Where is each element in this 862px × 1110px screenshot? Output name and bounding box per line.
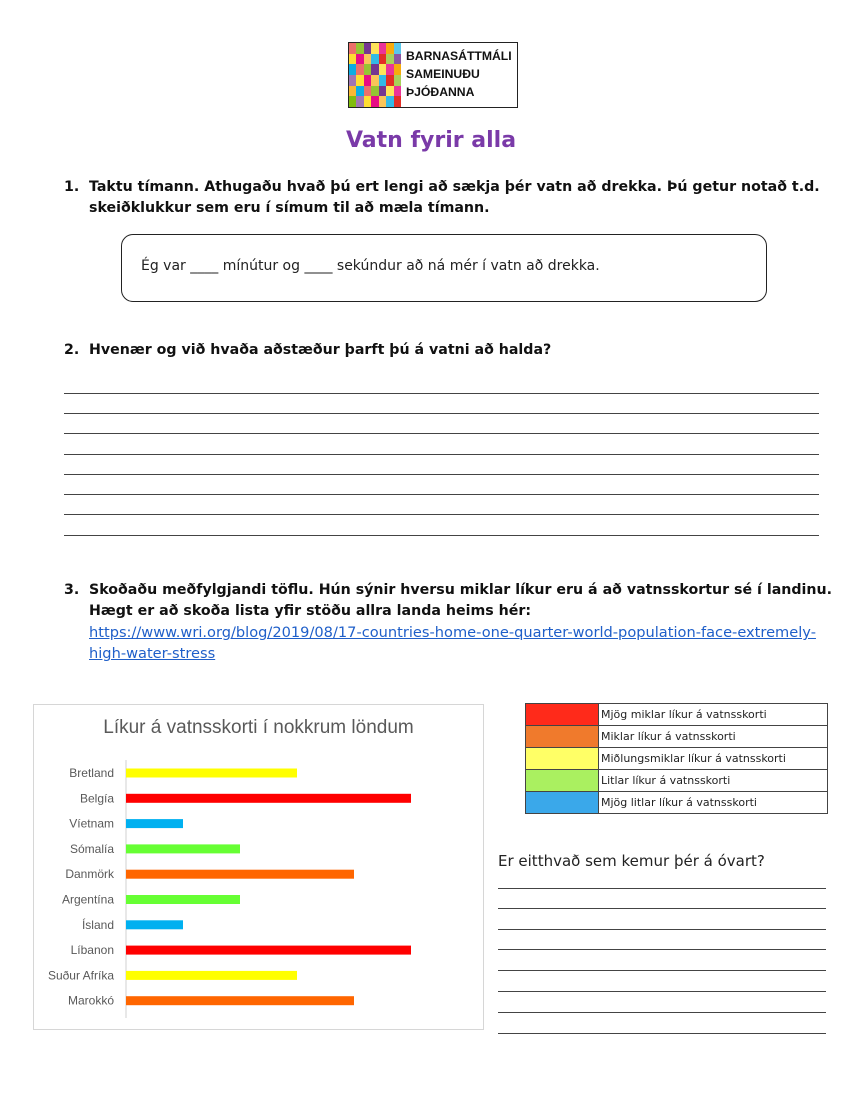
bar-argentína xyxy=(126,895,240,904)
writing-line[interactable] xyxy=(498,949,826,950)
logo-line-3: ÞJÓÐANNA xyxy=(406,85,475,99)
writing-line[interactable] xyxy=(498,1012,826,1013)
category-label: Argentína xyxy=(61,892,114,907)
writing-line[interactable] xyxy=(498,888,826,889)
logo-line-1: BARNASÁTTMÁLI xyxy=(406,49,512,63)
bar-ísland xyxy=(126,920,183,929)
question-1-text: Taktu tímann. Athugaðu hvað þú ert lengi að sækja þér vatn að drekka. Þú getur notað t.d. skeiðklukkur sem eru í símum til að mæla tímann. xyxy=(89,179,820,216)
legend-row xyxy=(526,704,828,726)
category-label: Belgía xyxy=(79,791,114,806)
question-1-number: 1. xyxy=(64,179,80,195)
bar-danmörk xyxy=(126,870,354,879)
category-label: Sómalía xyxy=(69,841,114,856)
category-label: Marokkó xyxy=(67,993,114,1008)
legend-swatch xyxy=(526,792,599,814)
legend-swatch xyxy=(526,770,599,792)
writing-line[interactable] xyxy=(498,1033,826,1034)
legend-label: Miðlungsmiklar líkur á vatnsskorti xyxy=(599,748,828,770)
question-3-text: Skoðaðu meðfylgjandi töflu. Hún sýnir hversu miklar líkur eru á að vatnsskortur sé í landinu. Hægt er að skoða lista yfir stöðu allra landa heims hér: xyxy=(89,582,832,619)
legend-table xyxy=(525,703,828,814)
bar-belgía xyxy=(126,794,411,803)
category-label: Víetnam xyxy=(69,816,114,831)
question-2-number: 2. xyxy=(64,342,80,358)
category-label: Danmörk xyxy=(65,867,114,882)
surprise-question: Er eitthvað sem kemur þér á óvart? xyxy=(498,852,765,870)
writing-line[interactable] xyxy=(498,991,826,992)
bar-sómalía xyxy=(126,844,240,853)
writing-line[interactable] xyxy=(498,929,826,930)
page-title: Vatn fyrir alla xyxy=(345,128,517,153)
category-label: Líbanon xyxy=(70,943,114,958)
category-label: Bretland xyxy=(69,766,114,780)
bar-víetnam xyxy=(126,819,183,828)
bar-suður-afríka xyxy=(126,971,297,980)
chart-title: Líkur á vatnsskorti í nokkrum löndum xyxy=(103,717,414,738)
legend-row xyxy=(526,726,828,748)
legend-row xyxy=(526,748,828,770)
legend-label: Mjög litlar líkur á vatnsskorti xyxy=(599,792,828,814)
legend-swatch xyxy=(526,704,599,726)
writing-line[interactable] xyxy=(498,970,826,971)
category-label: Ísland xyxy=(81,917,114,932)
legend-label: Miklar líkur á vatnsskorti xyxy=(599,726,828,748)
writing-line[interactable] xyxy=(498,908,826,909)
category-label: Suður Afríka xyxy=(47,968,114,983)
legend-row xyxy=(526,770,828,792)
bar-líbanon xyxy=(126,946,411,955)
legend-label: Litlar líkur á vatnsskorti xyxy=(599,770,828,792)
logo-line-2: SAMEINUÐU xyxy=(406,67,480,81)
bar-bretland xyxy=(126,769,297,778)
answer-sentence[interactable]: Ég var ____ mínútur og ____ sekúndur að ná mér í vatn að drekka. xyxy=(141,258,600,274)
legend-row xyxy=(526,792,828,814)
question-2-text: Hvenær og við hvaða aðstæður þarft þú á vatni að halda? xyxy=(89,342,552,358)
legend-label: Mjög miklar líkur á vatnsskorti xyxy=(599,704,828,726)
legend-swatch xyxy=(526,726,599,748)
bar-marokkó xyxy=(126,996,354,1005)
water-stress-link[interactable]: https://www.wri.org/blog/2019/08/17-countries-home-one-quarter-world-population-face-extremely-high-water-stress xyxy=(89,624,816,662)
question-3-number: 3. xyxy=(64,582,80,598)
legend-swatch xyxy=(526,748,599,770)
